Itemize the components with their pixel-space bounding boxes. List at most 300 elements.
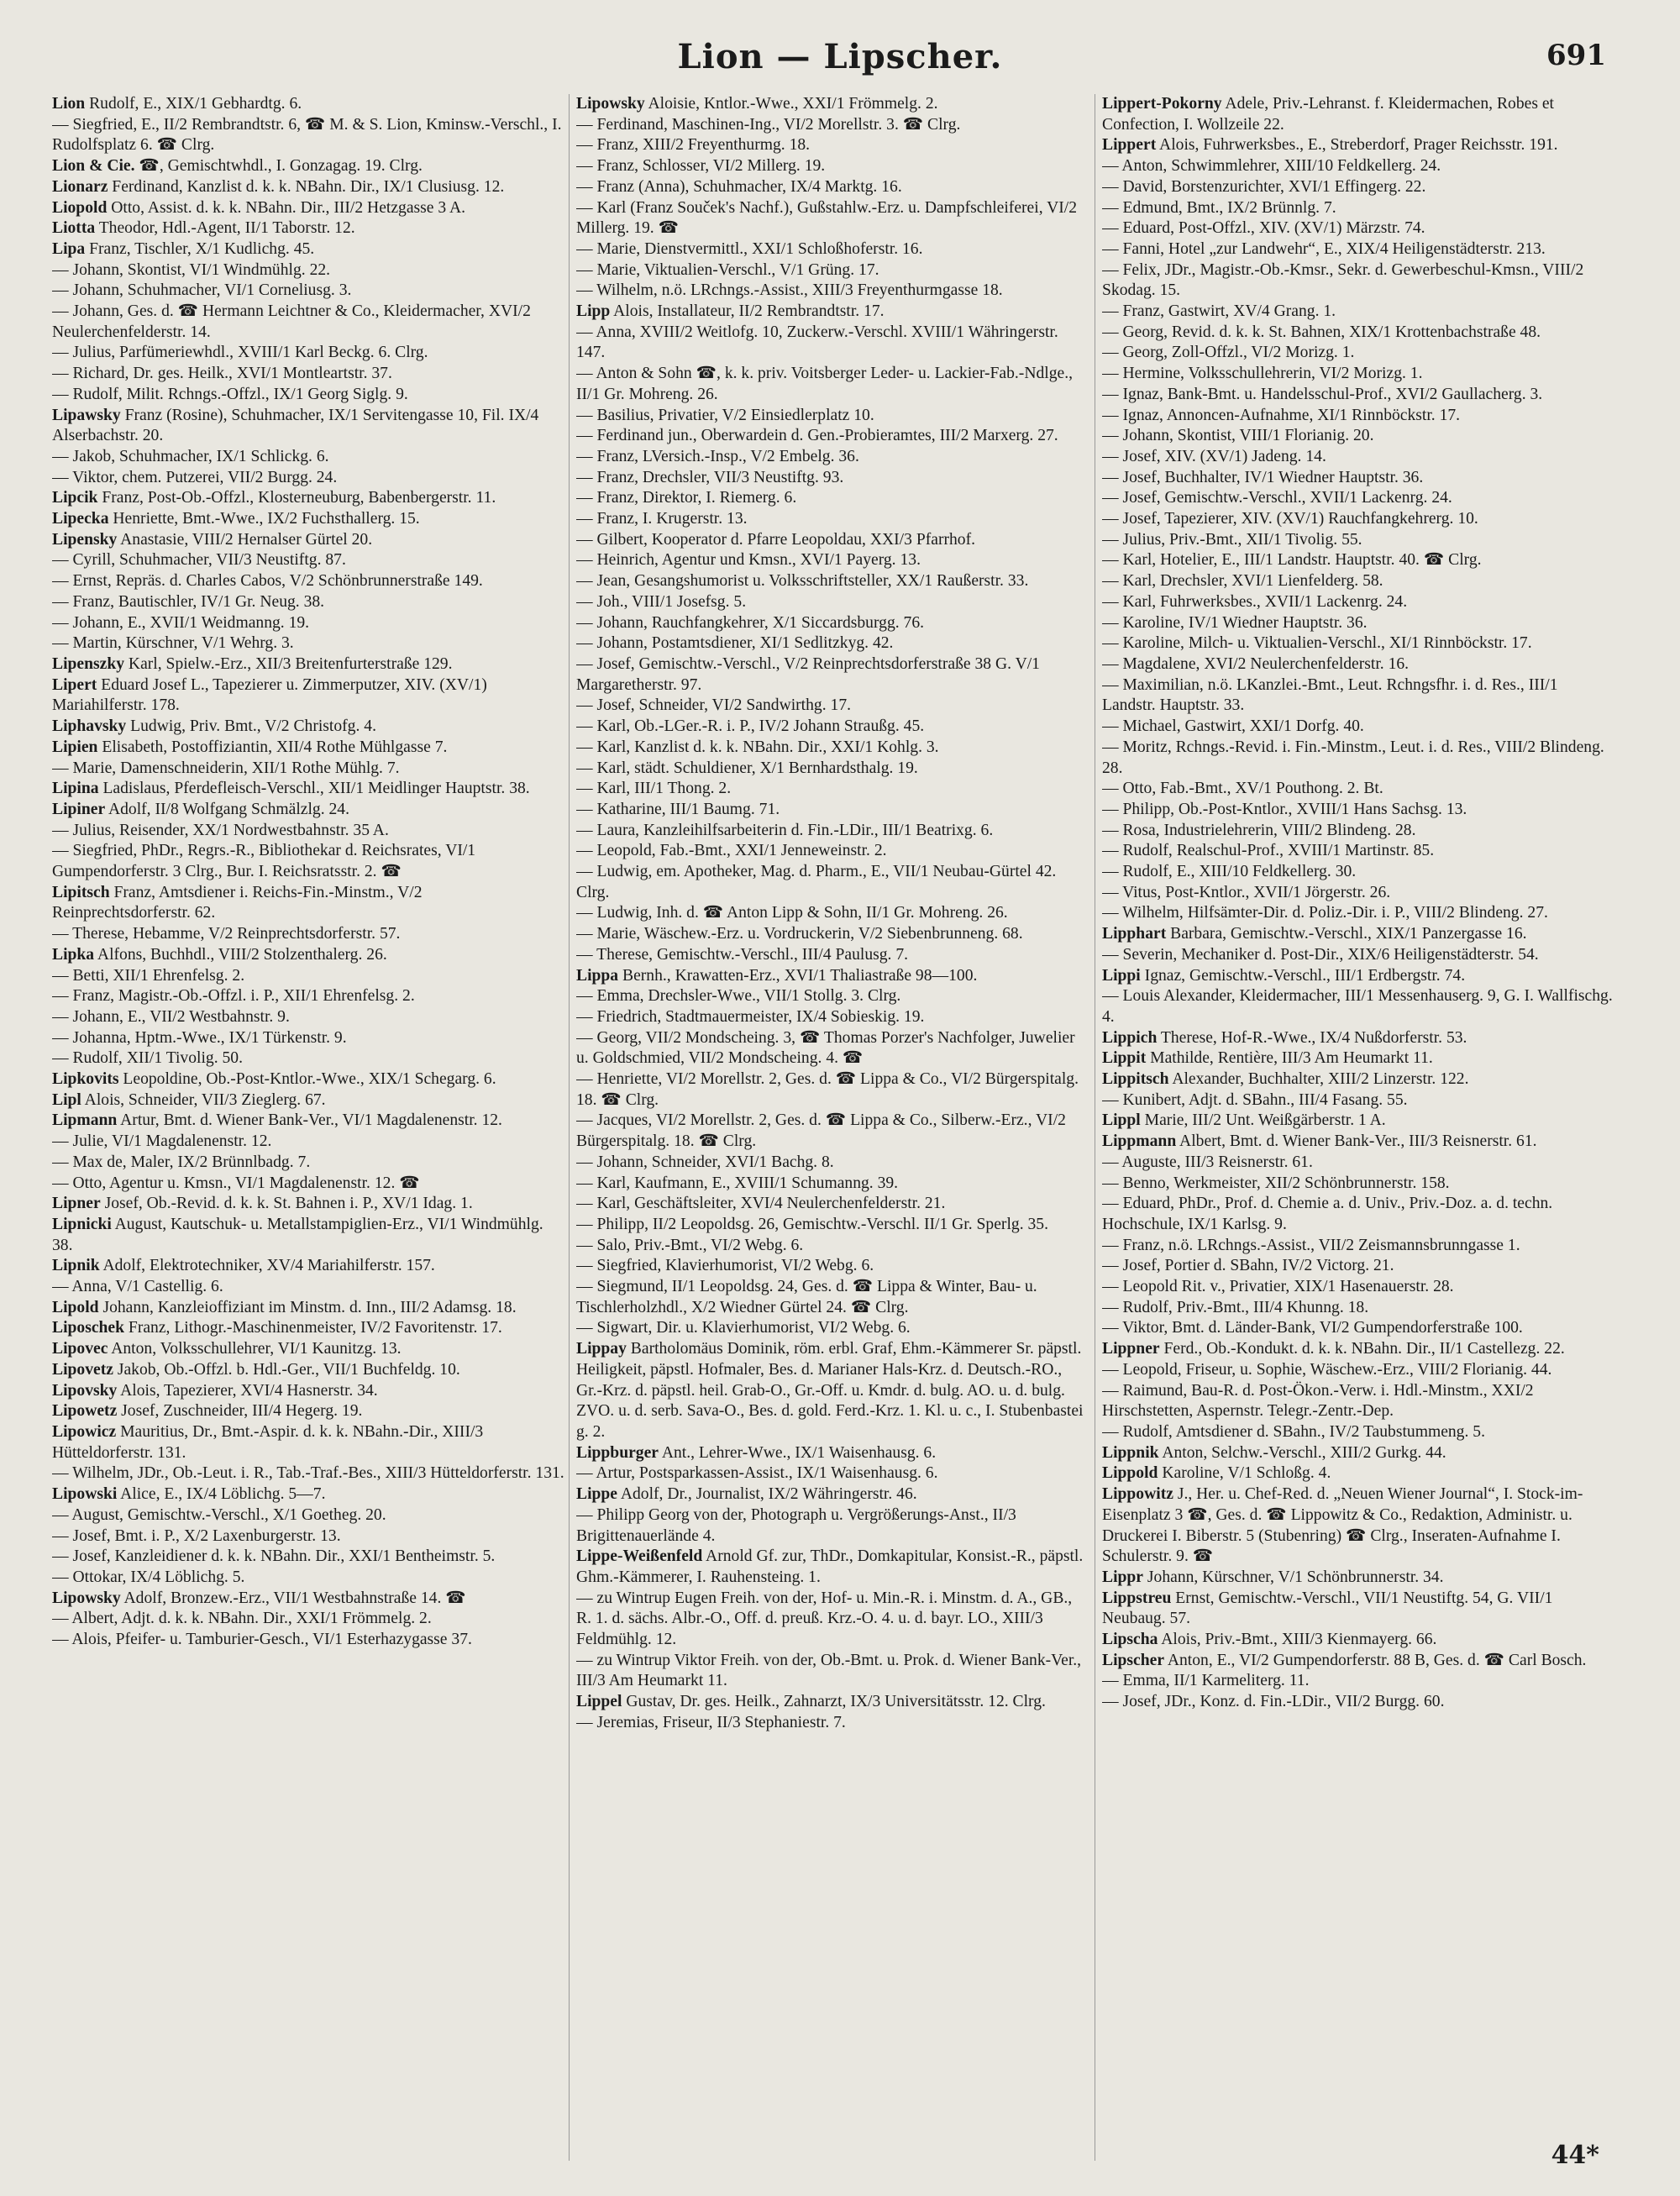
directory-entry <box>1102 1132 1613 1153</box>
entry-surname: Lippr <box>1102 1568 1144 1586</box>
directory-subentry <box>52 550 564 571</box>
entry-surname: Lipowsky <box>52 1589 121 1607</box>
directory-subentry <box>576 1236 1089 1257</box>
directory-subentry <box>1102 571 1613 592</box>
directory-subentry <box>1102 841 1613 862</box>
directory-subentry <box>576 903 1089 924</box>
entry-details: Albert, Bmt. d. Wiener Bank-Ver., III/3 Reisnerstr. 61. <box>1176 1132 1537 1151</box>
entry-details: — Emma, II/1 Karmeliterg. 11. <box>1102 1672 1310 1690</box>
directory-subentry <box>576 986 1089 1007</box>
entry-details: Franz, Tischler, X/1 Kudlichg. 45. <box>85 239 315 258</box>
directory-entry <box>52 945 564 966</box>
directory-subentry <box>576 1318 1089 1339</box>
entry-details: — Maximilian, n.ö. LKanzlei.-Bmt., Leut. Rchngsfhr. i. d. Res., III/1 Landstr. Hauptstr. 33. <box>1102 675 1558 715</box>
entry-details: — Rudolf, Priv.-Bmt., III/4 Khunng. 18. <box>1102 1298 1369 1316</box>
entry-details: — Ferdinand, Maschinen-Ing., VI/2 Morellstr. 3. ☎ Clrg. <box>576 115 961 134</box>
directory-entry <box>1102 1069 1613 1090</box>
directory-entry <box>52 488 564 509</box>
entry-surname: Lipp <box>576 302 611 321</box>
directory-entry <box>1102 1651 1613 1672</box>
entry-surname: Lionarz <box>52 177 108 196</box>
directory-subentry <box>576 613 1089 634</box>
directory-subentry <box>1102 779 1613 800</box>
entry-details: Ladislaus, Pferdefleisch-Verschl., XII/1 Meidlinger Hauptstr. 38. <box>98 780 530 798</box>
directory-subentry <box>52 115 564 156</box>
entry-surname: Lippnik <box>1102 1443 1159 1462</box>
entry-details: — zu Wintrup Viktor Freih. von der, Ob.-Bmt. u. Prok. d. Wiener Bank-Ver., III/3 Am Heumarkt 11. <box>576 1651 1082 1690</box>
directory-subentry <box>576 1505 1089 1547</box>
directory-subentry <box>1102 717 1613 738</box>
directory-subentry <box>52 1630 564 1651</box>
directory-subentry <box>52 1505 564 1526</box>
entry-surname: Lipovetz <box>52 1360 113 1379</box>
entry-details: — Philipp, Ob.-Post-Kntlor., XVIII/1 Hans Sachsg. 13. <box>1102 800 1467 818</box>
directory-entry <box>52 1194 564 1215</box>
entry-surname: Lippl <box>1102 1111 1141 1130</box>
entry-surname: Lippi <box>1102 966 1141 985</box>
directory-subentry <box>576 1194 1089 1215</box>
entry-details: — Alois, Pfeifer- u. Tamburier-Gesch., VI/1 Esterhazygasse 37. <box>52 1631 472 1649</box>
directory-entry <box>576 94 1089 115</box>
entry-details: — Josef, XIV. (XV/1) Jadeng. 14. <box>1102 447 1326 465</box>
directory-entry <box>1102 1568 1613 1589</box>
directory-subentry <box>1102 447 1613 468</box>
entry-details: — Julius, Priv.-Bmt., XII/1 Tivolig. 55. <box>1102 530 1362 549</box>
entry-details: Alois, Schneider, VII/3 Zieglerg. 67. <box>81 1090 326 1109</box>
directory-entry <box>576 966 1089 987</box>
entry-details: — Karoline, IV/1 Wiedner Hauptstr. 36. <box>1102 613 1368 632</box>
entry-surname: Lipitsch <box>52 883 110 901</box>
directory-subentry <box>576 738 1089 759</box>
entry-details: — Johann, Ges. d. ☎ Hermann Leichtner & Co., Kleidermacher, XVI/2 Neulerchenfelderstr. 14. <box>52 302 531 341</box>
entry-details: — Karl, Kaufmann, E., XVIII/1 Schumanng. 39. <box>576 1174 899 1192</box>
directory-subentry <box>52 592 564 613</box>
directory-entry <box>52 1484 564 1505</box>
directory-subentry <box>1102 177 1613 198</box>
entry-surname: Lipowetz <box>52 1402 118 1421</box>
entry-details: — Franz, Drechsler, VII/3 Neustiftg. 93. <box>576 468 844 486</box>
entry-details: — Marie, Wäschew.-Erz. u. Vordruckerin, V/2 Siebenbrunneng. 68. <box>576 925 1023 943</box>
directory-subentry <box>52 1007 564 1028</box>
directory-subentry <box>1102 239 1613 260</box>
entry-details: — Henriette, VI/2 Morellstr. 2, Ges. d. ☎ Lippa & Co., VI/2 Bürgerspitalg. 18. ☎ Clrg. <box>576 1070 1079 1109</box>
entry-details: Adolf, Dr., Journalist, IX/2 Währingerstr. 46. <box>617 1485 917 1504</box>
directory-entry <box>52 509 564 530</box>
directory-subentry <box>576 841 1089 862</box>
entry-details: — Ignaz, Bank-Bmt. u. Handelsschul-Prof., XVI/2 Gaullacherg. 3. <box>1102 385 1543 403</box>
entry-details: Leopoldine, Ob.-Post-Kntlor.-Wwe., XIX/1 Schegarg. 6. <box>118 1070 496 1089</box>
directory-subentry <box>576 447 1089 468</box>
entry-details: Alois, Priv.-Bmt., XIII/3 Kienmayerg. 66. <box>1158 1631 1437 1649</box>
directory-subentry <box>576 1007 1089 1028</box>
directory-subentry <box>52 759 564 780</box>
entry-surname: Liotta <box>52 219 96 238</box>
entry-details: — Karl, Hotelier, E., III/1 Landstr. Hauptstr. 40. ☎ Clrg. <box>1102 551 1482 570</box>
directory-subentry <box>1102 1174 1613 1195</box>
entry-details: — Rudolf, Amtsdiener d. SBahn., IV/2 Taubstummeng. 5. <box>1102 1423 1485 1441</box>
entry-details: — Franz, Direktor, I. Riemerg. 6. <box>576 489 797 507</box>
entry-details: — Josef, Schneider, VI/2 Sandwirthg. 17. <box>576 696 852 715</box>
entry-details: — Johanna, Hptm.-Wwe., IX/1 Türkenstr. 9. <box>52 1028 347 1047</box>
entry-details: — Kunibert, Adjt. d. SBahn., III/4 Fasang. 55. <box>1102 1090 1408 1109</box>
entry-details: — Johann, Schneider, XVI/1 Bachg. 8. <box>576 1153 834 1171</box>
directory-entry <box>1102 1111 1613 1132</box>
directory-subentry <box>52 1547 564 1568</box>
entry-surname: Lipnik <box>52 1257 100 1275</box>
entry-details: — Julie, VI/1 Magdalenenstr. 12. <box>52 1132 272 1151</box>
directory-subentry <box>1102 323 1613 344</box>
directory-entry <box>52 198 564 219</box>
entry-details: — Rudolf, Milit. Rchngs.-Offzl., IX/1 Georg Siglg. 9. <box>52 385 408 403</box>
entry-details: — Otto, Fab.-Bmt., XV/1 Pouthong. 2. Bt. <box>1102 780 1383 798</box>
entry-details: — Joh., VIII/1 Josefsg. 5. <box>576 592 747 611</box>
directory-subentry <box>52 1568 564 1589</box>
entry-surname: Lippit <box>1102 1049 1147 1068</box>
entry-surname: Lipcik <box>52 489 98 507</box>
directory-subentry <box>576 177 1089 198</box>
directory-entry <box>1102 1589 1613 1630</box>
entry-details: — Johann, Skontist, VIII/1 Florianig. 20. <box>1102 427 1374 445</box>
entry-details: Mauritius, Dr., Bmt.-Aspir. d. k. k. NBahn.-Dir., XIII/3 Hütteldorferstr. 131. <box>52 1423 484 1462</box>
entry-details: Karl, Spielw.-Erz., XII/3 Breitenfurterstraße 129. <box>124 654 453 673</box>
entry-details: — Franz, Magistr.-Ob.-Offzl. i. P., XII/1 Ehrenfelsg. 2. <box>52 987 415 1006</box>
entry-details: — Ignaz, Annoncen-Aufnahme, XI/1 Rinnböckstr. 17. <box>1102 406 1461 424</box>
entry-surname: Lippel <box>576 1693 622 1711</box>
directory-entry <box>52 1339 564 1360</box>
entry-details: Marie, III/2 Unt. Weißgärberstr. 1 A. <box>1140 1111 1386 1130</box>
directory-subentry <box>1102 218 1613 239</box>
directory-subentry <box>52 343 564 364</box>
entry-details: Ant., Lehrer-Wwe., IX/1 Waisenhausg. 6. <box>659 1443 937 1462</box>
directory-subentry <box>576 717 1089 738</box>
entry-surname: Lipien <box>52 738 98 756</box>
entry-surname: Lion <box>52 95 86 113</box>
directory-subentry <box>1102 883 1613 904</box>
directory-entry <box>52 883 564 924</box>
entry-surname: Lipovec <box>52 1340 108 1358</box>
entry-details: Franz, Post-Ob.-Offzl., Klosterneuburg, Babenbergerstr. 11. <box>97 489 496 507</box>
directory-subentry <box>1102 1318 1613 1339</box>
directory-subentry <box>1102 945 1613 966</box>
entry-details: Alois, Tapezierer, XVI/4 Hasnerstr. 34. <box>117 1381 378 1400</box>
entry-details: — Marie, Damenschneiderin, XII/1 Rothe Mühlg. 7. <box>52 759 400 777</box>
directory-subentry <box>576 488 1089 509</box>
entry-surname: Lippold <box>1102 1464 1158 1483</box>
entry-details: — Josef, Gemischtw.-Verschl., V/2 Reinprechtsdorferstraße 38 G. V/1 Margaretherstr. 97. <box>576 654 1040 694</box>
directory-subentry <box>1102 1153 1613 1174</box>
entry-surname: Lippmann <box>1102 1132 1177 1151</box>
directory-subentry <box>52 447 564 468</box>
directory-subentry <box>1102 488 1613 509</box>
entry-details: — Raimund, Bau-R. d. Post-Ökon.-Verw. i. Hdl.-Minstm., XXI/2 Hirschstetten, Aspernstr. Telegr.-Zentr.-Dep. <box>1102 1381 1534 1421</box>
directory-subentry <box>1102 1671 1613 1692</box>
entry-details: — Philipp Georg von der, Photograph u. Vergrößerungs-Anst., II/3 Brigittenauerlände 4. <box>576 1505 1016 1545</box>
directory-subentry <box>52 986 564 1007</box>
directory-subentry <box>1102 613 1613 634</box>
directory-subentry <box>576 1069 1089 1111</box>
entry-details: Adolf, II/8 Wolfgang Schmälzlg. 24. <box>105 800 349 818</box>
entry-details: — Gilbert, Kooperator d. Pfarre Leopoldau, XXI/3 Pfarrhof. <box>576 530 976 549</box>
directory-subentry <box>1102 654 1613 675</box>
entry-details: — Jean, Gesangshumorist u. Volksschriftsteller, XX/1 Raußerstr. 33. <box>576 572 1029 591</box>
entry-surname: Lipscher <box>1102 1651 1165 1669</box>
entry-details: — Anna, V/1 Castellig. 6. <box>52 1278 223 1296</box>
directory-entry <box>52 1401 564 1422</box>
directory-entry <box>52 1111 564 1132</box>
directory-subentry <box>1102 426 1613 447</box>
entry-surname: Lippitsch <box>1102 1070 1169 1089</box>
entry-details: Artur, Bmt. d. Wiener Bank-Ver., VI/1 Magdalenenstr. 12. <box>117 1111 502 1130</box>
directory-entry <box>1102 135 1613 156</box>
entry-surname: Lippe-Weißenfeld <box>576 1547 703 1566</box>
entry-surname: Lipmann <box>52 1111 118 1130</box>
entry-surname: Lippe <box>576 1485 618 1504</box>
entry-details: Anton, Volksschullehrer, VI/1 Kaunitzg. 13. <box>108 1340 402 1358</box>
entry-surname: Lipowicz <box>52 1423 117 1441</box>
entry-details: — Franz, XIII/2 Freyenthurmg. 18. <box>576 136 811 155</box>
directory-subentry <box>1102 1236 1613 1257</box>
entry-details: — Marie, Viktualien-Verschl., V/1 Grüng. 17. <box>576 260 879 279</box>
directory-subentry <box>1102 260 1613 302</box>
entry-details: — Karl, Fuhrwerksbes., XVII/1 Lackenrg. 24. <box>1102 592 1408 611</box>
entry-details: Karoline, V/1 Schloßg. 4. <box>1158 1464 1331 1483</box>
directory-subentry <box>576 945 1089 966</box>
directory-subentry <box>1102 1256 1613 1277</box>
entry-surname: Lippburger <box>576 1443 659 1462</box>
entry-details: — Wilhelm, JDr., Ob.-Leut. i. R., Tab.-Traf.-Bes., XIII/3 Hütteldorferstr. 131. <box>52 1464 564 1483</box>
entry-details: — Richard, Dr. ges. Heilk., XVI/1 Montleartstr. 37. <box>52 365 392 383</box>
directory-entry <box>52 156 564 177</box>
directory-subentry <box>52 1028 564 1049</box>
directory-entry <box>52 1318 564 1339</box>
directory-entry <box>1102 966 1613 987</box>
directory-subentry <box>52 1153 564 1174</box>
directory-subentry <box>1102 509 1613 530</box>
entry-surname: Lippay <box>576 1340 627 1358</box>
entry-details: Ernst, Gemischtw.-Verschl., VII/1 Neustiftg. 54, G. VII/1 Neubaug. 57. <box>1102 1589 1553 1628</box>
entry-details: Anton, E., VI/2 Gumpendorferstr. 88 B, Ges. d. ☎ Carl Bosch. <box>1164 1651 1587 1669</box>
entry-details: — Julius, Reisender, XX/1 Nordwestbahnstr. 35 A. <box>52 821 389 839</box>
directory-entry <box>52 1422 564 1463</box>
directory-subentry <box>1102 364 1613 385</box>
entry-details: — Viktor, Bmt. d. Länder-Bank, VI/2 Gumpendorferstraße 100. <box>1102 1319 1523 1337</box>
directory-subentry <box>1102 738 1613 779</box>
directory-subentry <box>576 323 1089 364</box>
entry-details: — Leopold, Fab.-Bmt., XXI/1 Jenneweinstr. 2. <box>576 842 887 860</box>
directory-subentry <box>576 135 1089 156</box>
directory-subentry <box>1102 1381 1613 1422</box>
directory-subentry <box>576 406 1089 427</box>
entry-details: Theodor, Hdl.-Agent, II/1 Taborstr. 12. <box>95 219 355 238</box>
entry-details: Johann, Kanzleioffiziant im Minstm. d. Inn., III/2 Adamsg. 18. <box>98 1298 517 1316</box>
entry-details: — Karl (Franz Souček's Nachf.), Gußstahlw.-Erz. u. Dampfschleiferei, VI/2 Millerg. 19. ☎ <box>576 198 1078 238</box>
entry-details: — Rudolf, Realschul-Prof., XVIII/1 Martinstr. 85. <box>1102 842 1435 860</box>
entry-details: — Josef, Gemischtw.-Verschl., XVII/1 Lackenrg. 24. <box>1102 489 1452 507</box>
entry-details: — Fanni, Hotel „zur Landwehr“, E., XIX/4 Heiligenstädterstr. 213. <box>1102 239 1546 258</box>
entry-details: — Michael, Gastwirt, XXI/1 Dorfg. 40. <box>1102 717 1364 736</box>
entry-details: — Karl, Ob.-LGer.-R. i. P., IV/2 Johann Straußg. 45. <box>576 717 925 736</box>
entry-details: Barbara, Gemischtw.-Verschl., XIX/1 Panzergasse 16. <box>1166 925 1527 943</box>
entry-surname: Lipkovits <box>52 1070 119 1089</box>
directory-entry <box>52 675 564 717</box>
directory-subentry <box>576 1174 1089 1195</box>
directory-entry <box>52 406 564 447</box>
entry-surname: Lippich <box>1102 1028 1158 1047</box>
directory-entry <box>1102 1463 1613 1484</box>
entry-details: Eduard Josef L., Tapezierer u. Zimmerputzer, XIV. (XV/1) Mariahilferstr. 178. <box>52 675 487 715</box>
entry-details: — Anton & Sohn ☎, k. k. priv. Voitsberger Leder- u. Lackier-Fab.-Ndlge., II/1 Gr. Mohreng. 26. <box>576 365 1074 403</box>
entry-details: Josef, Ob.-Revid. d. k. k. St. Bahnen i. P., XV/1 Idag. 1. <box>100 1195 473 1213</box>
entry-details: — Emma, Drechsler-Wwe., VII/1 Stollg. 3. Clrg. <box>576 987 901 1006</box>
directory-entry <box>1102 94 1613 135</box>
directory-subentry <box>1102 302 1613 323</box>
directory-entry <box>52 1256 564 1277</box>
directory-subentry <box>1102 675 1613 717</box>
entry-details: — Josef, Bmt. i. P., X/2 Laxenburgerstr. 13. <box>52 1526 341 1545</box>
entry-surname: Liopold <box>52 198 108 217</box>
column-1 <box>52 94 564 2127</box>
entry-details: — Louis Alexander, Kleidermacher, III/1 Messenhauserg. 9, G. I. Wallfischg. 4. <box>1102 987 1613 1026</box>
directory-subentry <box>52 571 564 592</box>
directory-subentry <box>52 841 564 882</box>
entry-details: — Karl, III/1 Thong. 2. <box>576 780 732 798</box>
directory-subentry <box>576 239 1089 260</box>
entry-details: — Edmund, Bmt., IX/2 Brünnlg. 7. <box>1102 198 1336 217</box>
entry-details: — Wilhelm, n.ö. LRchngs.-Assist., XIII/3 Freyenthurmgasse 18. <box>576 281 1003 300</box>
directory-subentry <box>1102 530 1613 551</box>
running-title: Lion — Lipscher. <box>677 37 1003 76</box>
entry-details: Elisabeth, Postoffiziantin, XII/4 Rothe Mühlgasse 7. <box>97 738 448 756</box>
entry-surname: Lipovsky <box>52 1381 118 1400</box>
directory-subentry <box>576 1713 1089 1734</box>
directory-subentry <box>576 468 1089 489</box>
entry-details: — Benno, Werkmeister, XII/2 Schönbrunnerstr. 158. <box>1102 1174 1450 1192</box>
entry-details: — Georg, VII/2 Mondscheing. 3, ☎ Thomas Porzer's Nachfolger, Juwelier u. Goldschmied, VII/2 Mondscheing. 4. ☎ <box>576 1028 1075 1068</box>
entry-surname: Liphavsky <box>52 717 127 736</box>
directory-subentry <box>1102 821 1613 842</box>
directory-subentry <box>1102 1298 1613 1319</box>
entry-details: — Sigwart, Dir. u. Klavierhumorist, VI/2 Webg. 6. <box>576 1319 911 1337</box>
entry-details: Adolf, Elektrotechniker, XV/4 Mariahilferstr. 157. <box>99 1257 435 1275</box>
entry-surname: Lipold <box>52 1298 99 1316</box>
entry-details: Gustav, Dr. ges. Heilk., Zahnarzt, IX/3 Universitätsstr. 12. Clrg. <box>622 1693 1046 1711</box>
entry-details: — Rudolf, E., XIII/10 Feldkellerg. 30. <box>1102 863 1357 881</box>
directory-subentry <box>1102 592 1613 613</box>
directory-subentry <box>1102 800 1613 821</box>
directory-entry <box>1102 1048 1613 1069</box>
directory-entry <box>52 1298 564 1319</box>
entry-details: — Josef, Portier d. SBahn, IV/2 Victorg. 21. <box>1102 1257 1394 1275</box>
directory-entry <box>576 302 1089 323</box>
directory-subentry <box>1102 406 1613 427</box>
entry-details: — Leopold Rit. v., Privatier, XIX/1 Hasenauerstr. 28. <box>1102 1278 1454 1296</box>
directory-subentry <box>576 281 1089 302</box>
entry-details: ☎, Gemischtwhdl., I. Gonzagag. 19. Clrg. <box>134 157 423 176</box>
directory-entry <box>52 800 564 821</box>
directory-subentry <box>576 1111 1089 1152</box>
entry-details: — Franz, LVersich.-Insp., V/2 Embelg. 36. <box>576 447 859 465</box>
entry-details: — Johann, E., XVII/1 Weidmanng. 19. <box>52 613 310 632</box>
directory-subentry <box>52 1132 564 1153</box>
entry-details: — Therese, Hebamme, V/2 Reinprechtsdorferstr. 57. <box>52 925 401 943</box>
entry-details: — Franz, I. Krugerstr. 13. <box>576 510 748 528</box>
directory-subentry <box>576 1028 1089 1069</box>
column-divider <box>569 94 570 2161</box>
entry-details: — Karl, Drechsler, XVI/1 Lienfelderg. 58. <box>1102 572 1383 591</box>
directory-subentry <box>1102 156 1613 177</box>
directory-subentry <box>1102 986 1613 1027</box>
directory-subentry <box>1102 550 1613 571</box>
entry-surname: Lipowsky <box>576 95 645 113</box>
entry-details: — Moritz, Rchngs.-Revid. i. Fin.-Minstm., Leut. i. d. Res., VIII/2 Blindeng. 28. <box>1102 738 1604 777</box>
entry-details: — Karl, städt. Schuldiener, X/1 Bernhardsthalg. 19. <box>576 759 918 777</box>
entry-details: — Eduard, Post-Offzl., XIV. (XV/1) Märzstr. 74. <box>1102 219 1425 238</box>
directory-entry <box>1102 924 1613 945</box>
entry-details: — Karl, Kanzlist d. k. k. NBahn. Dir., XXI/1 Kohlg. 3. <box>576 738 939 756</box>
entry-details: — Ernst, Repräs. d. Charles Cabos, V/2 Schönbrunnerstraße 149. <box>52 572 483 591</box>
directory-subentry <box>52 613 564 634</box>
entry-details: J., Her. u. Chef-Red. d. „Neuen Wiener Journal“, I. Stock-im-Eisenplatz 3 ☎, Ges. d. ☎ Lippowitz & Co., Redaktion, Administr. u. Druckerei I. Biberstr. 5 (Stubenring) ☎ Clrg., Inseraten-Aufnahme I. Schulerstr. 9. ☎ <box>1102 1485 1583 1566</box>
directory-subentry <box>576 1589 1089 1651</box>
directory-entry <box>52 738 564 759</box>
column-3 <box>1102 94 1613 2127</box>
directory-subentry <box>576 550 1089 571</box>
entry-surname: Lippert-Pokorny <box>1102 95 1222 113</box>
directory-subentry <box>52 633 564 654</box>
entry-details: — Anton, Schwimmlehrer, XIII/10 Feldkellerg. 24. <box>1102 157 1441 176</box>
entry-details: — Marie, Dienstvermittl., XXI/1 Schloßhoferstr. 16. <box>576 239 923 258</box>
directory-subentry <box>576 1463 1089 1484</box>
entry-details: — Basilius, Privatier, V/2 Einsiedlerplatz 10. <box>576 406 874 424</box>
entry-details: Adele, Priv.-Lehranst. f. Kleidermachen, Robes et Confection, I. Wollzeile 22. <box>1102 95 1554 134</box>
directory-subentry <box>1102 1194 1613 1235</box>
directory-entry <box>52 239 564 260</box>
entry-details: — Jacques, VI/2 Morellstr. 2, Ges. d. ☎ Lippa & Co., Silberw.-Erz., VI/2 Bürgerspitalg. 18. ☎ Clrg. <box>576 1111 1066 1151</box>
directory-subentry <box>1102 198 1613 219</box>
entry-surname: Lippstreu <box>1102 1589 1172 1607</box>
entry-details: Adolf, Bronzew.-Erz., VII/1 Westbahnstraße 14. ☎ <box>120 1589 466 1607</box>
entry-surname: Lipner <box>52 1195 101 1213</box>
entry-details: Johann, Kürschner, V/1 Schönbrunnerstr. 34. <box>1143 1568 1444 1586</box>
directory-subentry <box>576 260 1089 281</box>
directory-subentry <box>52 385 564 406</box>
entry-details: — Franz (Anna), Schuhmacher, IX/4 Marktg. 16. <box>576 177 902 196</box>
entry-details: — Martin, Kürschner, V/1 Wehrg. 3. <box>52 634 294 653</box>
directory-subentry <box>576 654 1089 696</box>
entry-details: — Ludwig, em. Apotheker, Mag. d. Pharm., E., VII/1 Neubau-Gürtel 42. Clrg. <box>576 863 1057 901</box>
directory-entry <box>1102 1339 1613 1360</box>
entry-details: — Hermine, Volksschullehrerin, VI/2 Morizg. 1. <box>1102 365 1423 383</box>
entry-details: Franz, Amtsdiener i. Reichs-Fin.-Minstm., V/2 Reinprechtsdorferstr. 62. <box>52 883 423 922</box>
entry-surname: Lipensky <box>52 530 118 549</box>
entry-details: Franz, Lithogr.-Maschinenmeister, IV/2 Favoritenstr. 17. <box>124 1319 502 1337</box>
entry-surname: Lipina <box>52 780 99 798</box>
entry-details: — Franz, Gastwirt, XV/4 Grang. 1. <box>1102 302 1336 321</box>
directory-subentry <box>576 862 1089 903</box>
entry-details: — Jakob, Schuhmacher, IX/1 Schlickg. 6. <box>52 447 329 465</box>
directory-entry <box>1102 1484 1613 1568</box>
directory-subentry <box>52 468 564 489</box>
entry-details: Jakob, Ob.-Offzl. b. Hdl.-Ger., VII/1 Buchfeldg. 10. <box>113 1360 460 1379</box>
page-header <box>0 37 1680 87</box>
directory-entry <box>576 1339 1089 1443</box>
directory-subentry <box>576 156 1089 177</box>
directory-subentry <box>576 1277 1089 1318</box>
entry-details: — Josef, JDr., Konz. d. Fin.-LDir., VII/2 Burgg. 60. <box>1102 1693 1445 1711</box>
entry-details: — Vitus, Post-Kntlor., XVII/1 Jörgerstr. 26. <box>1102 883 1391 901</box>
entry-details: — Josef, Tapezierer, XIV. (XV/1) Rauchfangkehrerg. 10. <box>1102 510 1478 528</box>
directory-subentry <box>52 1526 564 1547</box>
